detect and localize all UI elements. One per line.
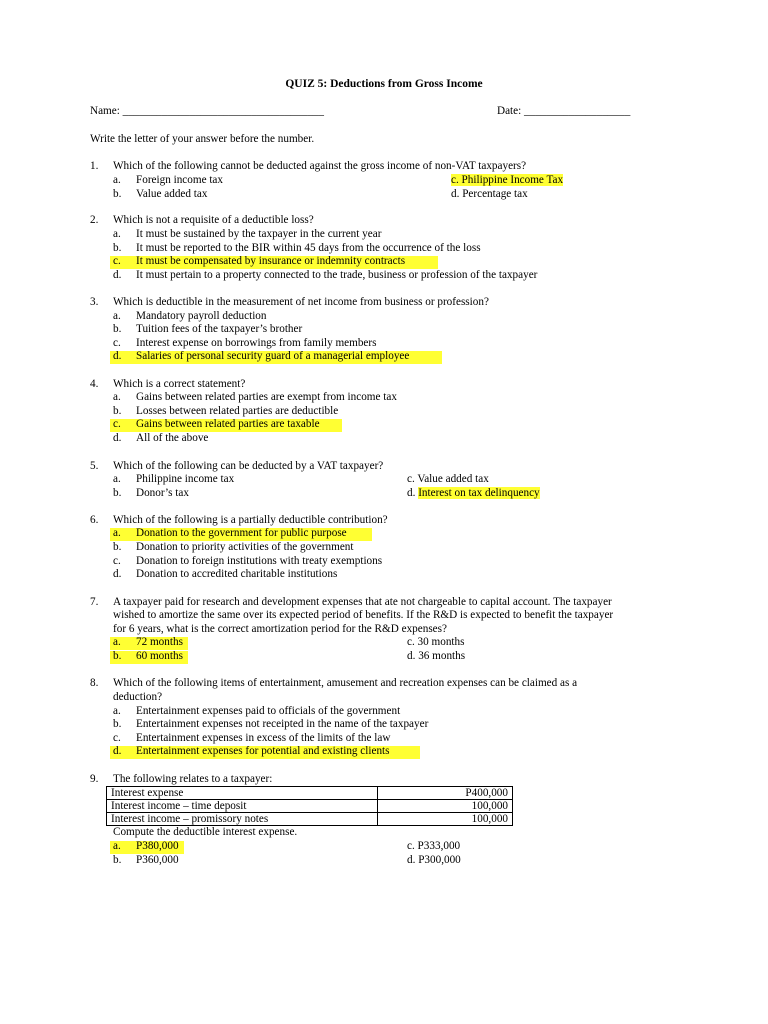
table-cell-value: 100,000: [378, 813, 513, 826]
option-letter: a.: [113, 705, 121, 717]
question-number: 7.: [90, 596, 99, 608]
question-number: 2.: [90, 214, 99, 226]
page-title: QUIZ 5: Deductions from Gross Income: [285, 78, 483, 90]
option-text: Interest expense on borrowings from family members: [136, 337, 377, 349]
option-letter: d.: [113, 745, 122, 757]
instructions: Write the letter of your answer before the number.: [90, 133, 315, 145]
question-number: 3.: [90, 296, 99, 308]
question-number: 4.: [90, 378, 99, 390]
option-letter: a.: [113, 473, 121, 485]
option-letter: d.: [113, 269, 122, 281]
option-letter: c.: [113, 255, 121, 267]
question-text: Which of the following items of entertainment, amusement and recreation expenses can be claimed as a: [113, 677, 578, 689]
option-letter: a.: [113, 391, 121, 403]
interest-table: [106, 786, 513, 826]
option-letter: b.: [113, 541, 122, 553]
option-text: It must pertain to a property connected to the trade, business or profession of the taxpayer: [136, 269, 538, 281]
question-number: 5.: [90, 460, 99, 472]
question-text: Compute the deductible interest expense.: [113, 826, 298, 838]
option-letter: a.: [113, 527, 121, 539]
table-row: [107, 787, 513, 800]
question-text: Which of the following can be deducted by a VAT taxpayer?: [113, 460, 384, 472]
option-text: c. Value added tax: [407, 473, 489, 485]
option-letter: b.: [113, 854, 122, 866]
table-cell-value: P400,000: [378, 787, 513, 800]
option-letter: a.: [113, 636, 121, 648]
question-number: 6.: [90, 514, 99, 526]
option-letter: a.: [113, 228, 121, 240]
option-text: P360,000: [136, 854, 179, 866]
option-text: It must be sustained by the taxpayer in the current year: [136, 228, 382, 240]
option-letter: d.: [113, 568, 122, 580]
option-text: Foreign income tax: [136, 174, 223, 186]
option-text: 72 months: [136, 636, 183, 648]
option-text: Value added tax: [136, 188, 208, 200]
option-letter: b.: [113, 188, 122, 200]
option-text: d. P300,000: [407, 854, 461, 866]
option-text: 60 months: [136, 650, 183, 662]
option-text: Losses between related parties are deductible: [136, 405, 339, 417]
option-letter: c.: [113, 337, 121, 349]
question-text: Which is not a requisite of a deductible loss?: [113, 214, 314, 226]
answer-highlight: c. Philippine Income Tax: [451, 174, 564, 186]
table-cell-label: Interest expense: [107, 787, 378, 800]
date-field-label: Date: ___________________: [497, 105, 631, 117]
table-cell-label: Interest income – time deposit: [107, 800, 378, 813]
option-letter: b.: [113, 650, 122, 662]
option-text: Donation to the government for public purpose: [136, 527, 347, 539]
table-cell-value: 100,000: [378, 800, 513, 813]
option-letter: b.: [113, 718, 122, 730]
option-text: Entertainment expenses paid to officials of the government: [136, 705, 401, 717]
question-number: 9.: [90, 773, 99, 785]
option-text: Philippine income tax: [136, 473, 235, 485]
option-letter: b.: [113, 405, 122, 417]
option-text: c. P333,000: [407, 840, 461, 852]
question-text: for 6 years, what is the correct amortization period for the R&D expenses?: [113, 623, 447, 635]
option-letter: d.: [113, 350, 122, 362]
option-text: Gains between related parties are taxable: [136, 418, 320, 430]
question-text: Which of the following is a partially deductible contribution?: [113, 514, 388, 526]
option-text: Donation to priority activities of the government: [136, 541, 354, 553]
option-text-answer: [451, 174, 563, 188]
option-text: Tuition fees of the taxpayer’s brother: [136, 323, 303, 335]
option-letter: a.: [113, 174, 121, 186]
option-text: Salaries of personal security guard of a managerial employee: [136, 350, 410, 362]
question-text: Which of the following cannot be deducted against the gross income of non-VAT taxpayers?: [113, 160, 527, 172]
question-text: Which is deductible in the measurement of net income from business or profession?: [113, 296, 489, 308]
option-letter: d.: [113, 432, 122, 444]
option-text: P380,000: [136, 840, 179, 852]
option-letter: a.: [113, 310, 121, 322]
option-letter: c.: [113, 555, 121, 567]
option-text: Donation to foreign institutions with treaty exemptions: [136, 555, 383, 567]
question-text: wished to amortize the same over its expected period of benefits. If the R&D is expected to benefit the taxpayer: [113, 609, 614, 621]
question-text: Which is a correct statement?: [113, 378, 246, 390]
option-text: Mandatory payroll deduction: [136, 310, 267, 322]
option-text: Entertainment expenses for potential and existing clients: [136, 745, 390, 757]
option-letter: b.: [113, 323, 122, 335]
option-text: Entertainment expenses not receipted in the name of the taxpayer: [136, 718, 429, 730]
question-number: 1.: [90, 160, 99, 172]
option-text: Donation to accredited charitable institutions: [136, 568, 338, 580]
option-letter: a.: [113, 840, 121, 852]
option-letter: c.: [113, 418, 121, 430]
option-text: Gains between related parties are exempt from income tax: [136, 391, 397, 403]
option-letter: b.: [113, 487, 122, 499]
question-text: A taxpayer paid for research and development expenses that ate not chargeable to capital account. The taxpayer: [113, 596, 612, 608]
question-number: 8.: [90, 677, 99, 689]
option-text: Entertainment expenses in excess of the limits of the law: [136, 732, 391, 744]
option-text: It must be reported to the BIR within 45 days from the occurrence of the loss: [136, 242, 481, 254]
name-field-label: Name: ____________________________________: [90, 105, 324, 117]
question-text: deduction?: [113, 691, 163, 703]
option-text-answer: d. Interest on tax delinquency: [407, 487, 540, 499]
table-cell-label: Interest income – promissory notes: [107, 813, 378, 826]
option-text: All of the above: [136, 432, 209, 444]
option-text: Donor’s tax: [136, 487, 189, 499]
option-text: It must be compensated by insurance or indemnity contracts: [136, 255, 406, 267]
question-text: The following relates to a taxpayer:: [113, 773, 273, 785]
option-text: c. 30 months: [407, 636, 465, 648]
table-row: [107, 813, 513, 826]
answer-highlight: Interest on tax delinquency: [418, 487, 540, 499]
table-row: [107, 800, 513, 813]
option-text: d. 36 months: [407, 650, 466, 662]
option-letter: c.: [113, 732, 121, 744]
option-text: d. Percentage tax: [451, 188, 528, 200]
option-letter: b.: [113, 242, 122, 254]
